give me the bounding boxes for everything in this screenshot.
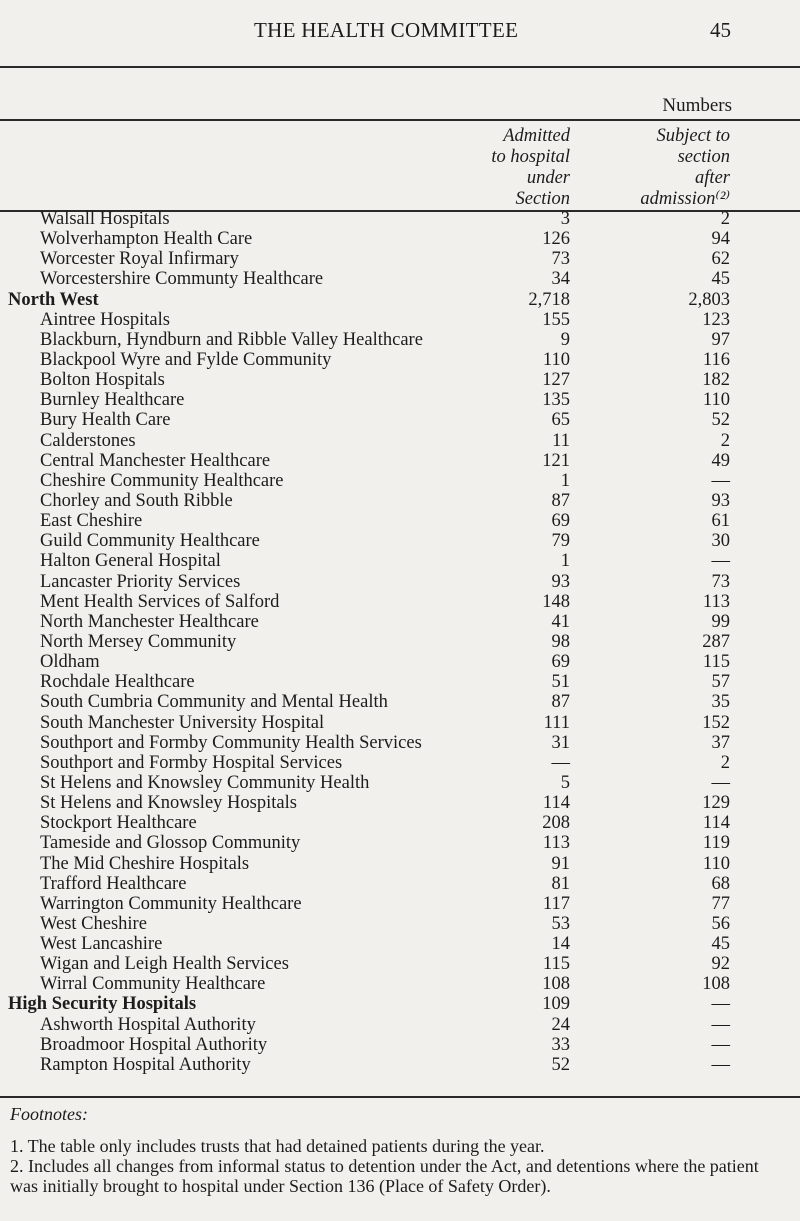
subject-value: 115 <box>702 652 730 673</box>
trust-name: Rochdale Healthcare <box>40 672 195 693</box>
table-row <box>0 713 800 733</box>
table-row <box>0 451 800 471</box>
trust-name: Worcestershire Communty Healthcare <box>40 269 324 290</box>
subject-value: — <box>711 1034 730 1055</box>
admitted-value: 79 <box>551 531 570 552</box>
subject-value: — <box>711 1054 730 1075</box>
admitted-value: 1 <box>560 551 570 572</box>
subject-value: 108 <box>702 974 730 995</box>
trust-name: Guild Community Healthcare <box>40 531 260 552</box>
admitted-value: 121 <box>542 450 570 471</box>
admitted-value: 69 <box>551 652 570 673</box>
trust-name: West Lancashire <box>40 934 163 955</box>
admitted-value: 65 <box>551 410 570 431</box>
trust-name: Chorley and South Ribble <box>40 490 233 511</box>
table-row <box>0 390 800 410</box>
subject-value: 123 <box>702 309 730 330</box>
subject-value: 287 <box>702 631 730 652</box>
trust-name: South Cumbria Community and Mental Health <box>40 692 388 713</box>
admitted-value: 115 <box>542 954 570 975</box>
trust-name: Halton General Hospital <box>40 551 221 572</box>
admitted-value: 3 <box>560 209 570 229</box>
table-row <box>0 431 800 451</box>
subject-value: 110 <box>702 390 730 411</box>
subject-value: 97 <box>711 329 730 350</box>
table-row <box>0 310 800 330</box>
trust-name: South Manchester University Hospital <box>40 712 325 733</box>
trust-name: St Helens and Knowsley Hospitals <box>40 793 297 814</box>
subject-value: 116 <box>702 349 730 370</box>
subject-value: 182 <box>702 370 730 391</box>
trust-name: Wolverhampton Health Care <box>40 229 253 250</box>
subject-value: 114 <box>702 813 730 834</box>
table-row <box>0 1035 800 1055</box>
subject-value: 129 <box>702 793 730 814</box>
trust-name: Stockport Healthcare <box>40 813 197 834</box>
admitted-value: 126 <box>542 229 570 250</box>
table-row <box>0 511 800 531</box>
page-header <box>0 18 800 48</box>
subject-value: 2 <box>720 430 730 451</box>
trust-name: The Mid Cheshire Hospitals <box>40 853 250 874</box>
admitted-value: 33 <box>551 1034 570 1055</box>
admitted-value: 51 <box>551 672 570 693</box>
admitted-value: 110 <box>542 349 570 370</box>
table-row <box>0 894 800 914</box>
column-header-subject <box>640 126 730 210</box>
admitted-value: 148 <box>542 591 570 612</box>
table-row <box>0 1055 800 1075</box>
column-header-line: admission⁽²⁾ <box>640 189 730 209</box>
admitted-value: 24 <box>551 1014 570 1035</box>
table-row <box>0 249 800 269</box>
admitted-value: 109 <box>542 994 570 1015</box>
column-header-line: Section <box>515 189 570 209</box>
column-header-line: to hospital <box>491 147 570 167</box>
trust-name: Bolton Hospitals <box>40 370 165 391</box>
subject-value: 37 <box>711 732 730 753</box>
table-row <box>0 632 800 652</box>
table-row <box>0 209 800 229</box>
page-number: 45 <box>710 18 731 42</box>
admitted-value: 31 <box>551 732 570 753</box>
subject-value: 152 <box>702 712 730 733</box>
table-row <box>0 813 800 833</box>
subject-value: 94 <box>711 229 730 250</box>
admitted-value: 81 <box>551 873 570 894</box>
subject-value: 93 <box>711 490 730 511</box>
footnote-1: 1. The table only includes trusts that had detained patients during the year. <box>10 1136 545 1156</box>
table-bottom-rule <box>0 1096 800 1098</box>
table-row <box>0 773 800 793</box>
trust-name: Cheshire Community Healthcare <box>40 470 284 491</box>
admitted-value: 208 <box>542 813 570 834</box>
table-row <box>0 692 800 712</box>
admitted-value: 113 <box>542 833 570 854</box>
subject-value: 110 <box>702 853 730 874</box>
table-row <box>0 753 800 773</box>
subject-value: 2,803 <box>688 289 730 310</box>
admitted-value: 108 <box>542 974 570 995</box>
subject-value: 119 <box>702 833 730 854</box>
table-row <box>0 269 800 289</box>
admitted-value: 14 <box>551 934 570 955</box>
admitted-value: 117 <box>542 893 570 914</box>
top-rule <box>0 66 800 68</box>
subject-value: 52 <box>711 410 730 431</box>
subject-value: — <box>711 772 730 793</box>
table-row <box>0 733 800 753</box>
trust-name: Warrington Community Healthcare <box>40 893 302 914</box>
admitted-value: 52 <box>551 1054 570 1075</box>
trust-name: Bury Health Care <box>40 410 171 431</box>
trust-name: Broadmoor Hospital Authority <box>40 1034 268 1055</box>
table-row <box>0 572 800 592</box>
trust-name: North Manchester Healthcare <box>40 611 259 632</box>
table-row <box>0 410 800 430</box>
trust-name: Trafford Healthcare <box>40 873 187 894</box>
trust-name: Blackpool Wyre and Fylde Community <box>40 349 332 370</box>
numbers-label: Numbers <box>662 95 732 116</box>
trust-name: Southport and Formby Hospital Services <box>40 752 343 773</box>
table-row <box>0 551 800 571</box>
table-row <box>0 854 800 874</box>
subject-value: — <box>711 551 730 572</box>
subject-value: — <box>711 470 730 491</box>
admitted-value: 9 <box>560 329 570 350</box>
subject-value: 49 <box>711 450 730 471</box>
subject-value: 113 <box>702 591 730 612</box>
table-row <box>0 612 800 632</box>
subject-value: 62 <box>711 249 730 270</box>
table-row <box>0 833 800 853</box>
region-heading-row <box>0 994 800 1014</box>
admitted-value: 69 <box>551 511 570 532</box>
admitted-value: 2,718 <box>528 289 570 310</box>
subject-value: 61 <box>711 511 730 532</box>
subject-value: 2 <box>720 209 730 229</box>
table-row <box>0 471 800 491</box>
admitted-value: 155 <box>542 309 570 330</box>
admitted-value: 11 <box>552 430 570 451</box>
trust-name: Oldham <box>40 652 100 673</box>
subject-value: 56 <box>711 913 730 934</box>
trust-name: Tameside and Glossop Community <box>40 833 301 854</box>
admitted-value: 93 <box>551 571 570 592</box>
admitted-value: 5 <box>560 772 570 793</box>
table-row <box>0 672 800 692</box>
column-header-line: Admitted <box>503 126 570 146</box>
numbers-rule <box>0 119 800 121</box>
admitted-value: 127 <box>542 370 570 391</box>
table-row <box>0 350 800 370</box>
admitted-value: 114 <box>542 793 570 814</box>
table-row <box>0 874 800 894</box>
admitted-value: 34 <box>551 269 570 290</box>
trust-name: Rampton Hospital Authority <box>40 1054 251 1075</box>
admitted-value: 87 <box>551 490 570 511</box>
column-header-line: after <box>695 168 730 188</box>
footnote-2: 2. Includes all changes from informal status to detention under the Act, and detentions where the patient was initially brought to hospital under Section 136 (Place of Safety Order). <box>10 1156 759 1196</box>
table-row <box>0 1015 800 1035</box>
table-row <box>0 592 800 612</box>
trust-name: West Cheshire <box>40 913 147 934</box>
table-row <box>0 531 800 551</box>
table-row <box>0 954 800 974</box>
trust-name: St Helens and Knowsley Community Health <box>40 772 370 793</box>
subject-value: 45 <box>711 934 730 955</box>
subject-value: 73 <box>711 571 730 592</box>
trust-name: Blackburn, Hyndburn and Ribble Valley Healthcare <box>40 329 423 350</box>
table-row <box>0 330 800 350</box>
admitted-value: 41 <box>551 611 570 632</box>
trust-name: High Security Hospitals <box>8 994 197 1015</box>
subject-value: — <box>711 1014 730 1035</box>
table-row <box>0 370 800 390</box>
footnotes-title: Footnotes: <box>10 1104 88 1124</box>
subject-value: 35 <box>711 692 730 713</box>
table-row <box>0 974 800 994</box>
column-header-line: under <box>526 168 570 188</box>
admitted-value: 1 <box>560 470 570 491</box>
column-header-line: Subject to <box>656 126 730 146</box>
column-header-admitted <box>491 126 570 210</box>
trust-name: East Cheshire <box>40 511 143 532</box>
admitted-value: 91 <box>551 853 570 874</box>
trust-name: Calderstones <box>40 430 136 451</box>
trust-name: Aintree Hospitals <box>40 309 170 330</box>
subject-value: — <box>711 994 730 1015</box>
table-row <box>0 652 800 672</box>
admitted-value: 111 <box>543 712 570 733</box>
admitted-value: 98 <box>551 631 570 652</box>
trust-name: Lancaster Priority Services <box>40 571 241 592</box>
trust-name: Worcester Royal Infirmary <box>40 249 239 270</box>
subject-value: 57 <box>711 672 730 693</box>
subject-value: 45 <box>711 269 730 290</box>
admitted-value: 53 <box>551 913 570 934</box>
table-row <box>0 793 800 813</box>
column-header-line: section <box>677 147 730 167</box>
subject-value: 30 <box>711 531 730 552</box>
subject-value: 2 <box>720 752 730 773</box>
subject-value: 99 <box>711 611 730 632</box>
admitted-value: 73 <box>551 249 570 270</box>
running-title: THE HEALTH COMMITTEE <box>254 18 519 42</box>
trust-name: North West <box>8 289 99 310</box>
trust-name: Ashworth Hospital Authority <box>40 1014 256 1035</box>
table-row <box>0 934 800 954</box>
trust-name: North Mersey Community <box>40 631 237 652</box>
table-row <box>0 229 800 249</box>
trust-name: Walsall Hospitals <box>40 209 170 229</box>
trust-name: Ment Health Services of Salford <box>40 591 280 612</box>
table-row <box>0 491 800 511</box>
region-heading-row <box>0 290 800 310</box>
subject-value: 68 <box>711 873 730 894</box>
admitted-value: — <box>551 752 570 773</box>
trust-name: Wirral Community Healthcare <box>40 974 266 995</box>
subject-value: 92 <box>711 954 730 975</box>
table-row <box>0 914 800 934</box>
admitted-value: 87 <box>551 692 570 713</box>
admitted-value: 135 <box>542 390 570 411</box>
trust-name: Southport and Formby Community Health Services <box>40 732 422 753</box>
subject-value: 77 <box>711 893 730 914</box>
trust-name: Central Manchester Healthcare <box>40 450 271 471</box>
trust-name: Wigan and Leigh Health Services <box>40 954 289 975</box>
trust-name: Burnley Healthcare <box>40 390 185 411</box>
table-body <box>0 209 800 1075</box>
